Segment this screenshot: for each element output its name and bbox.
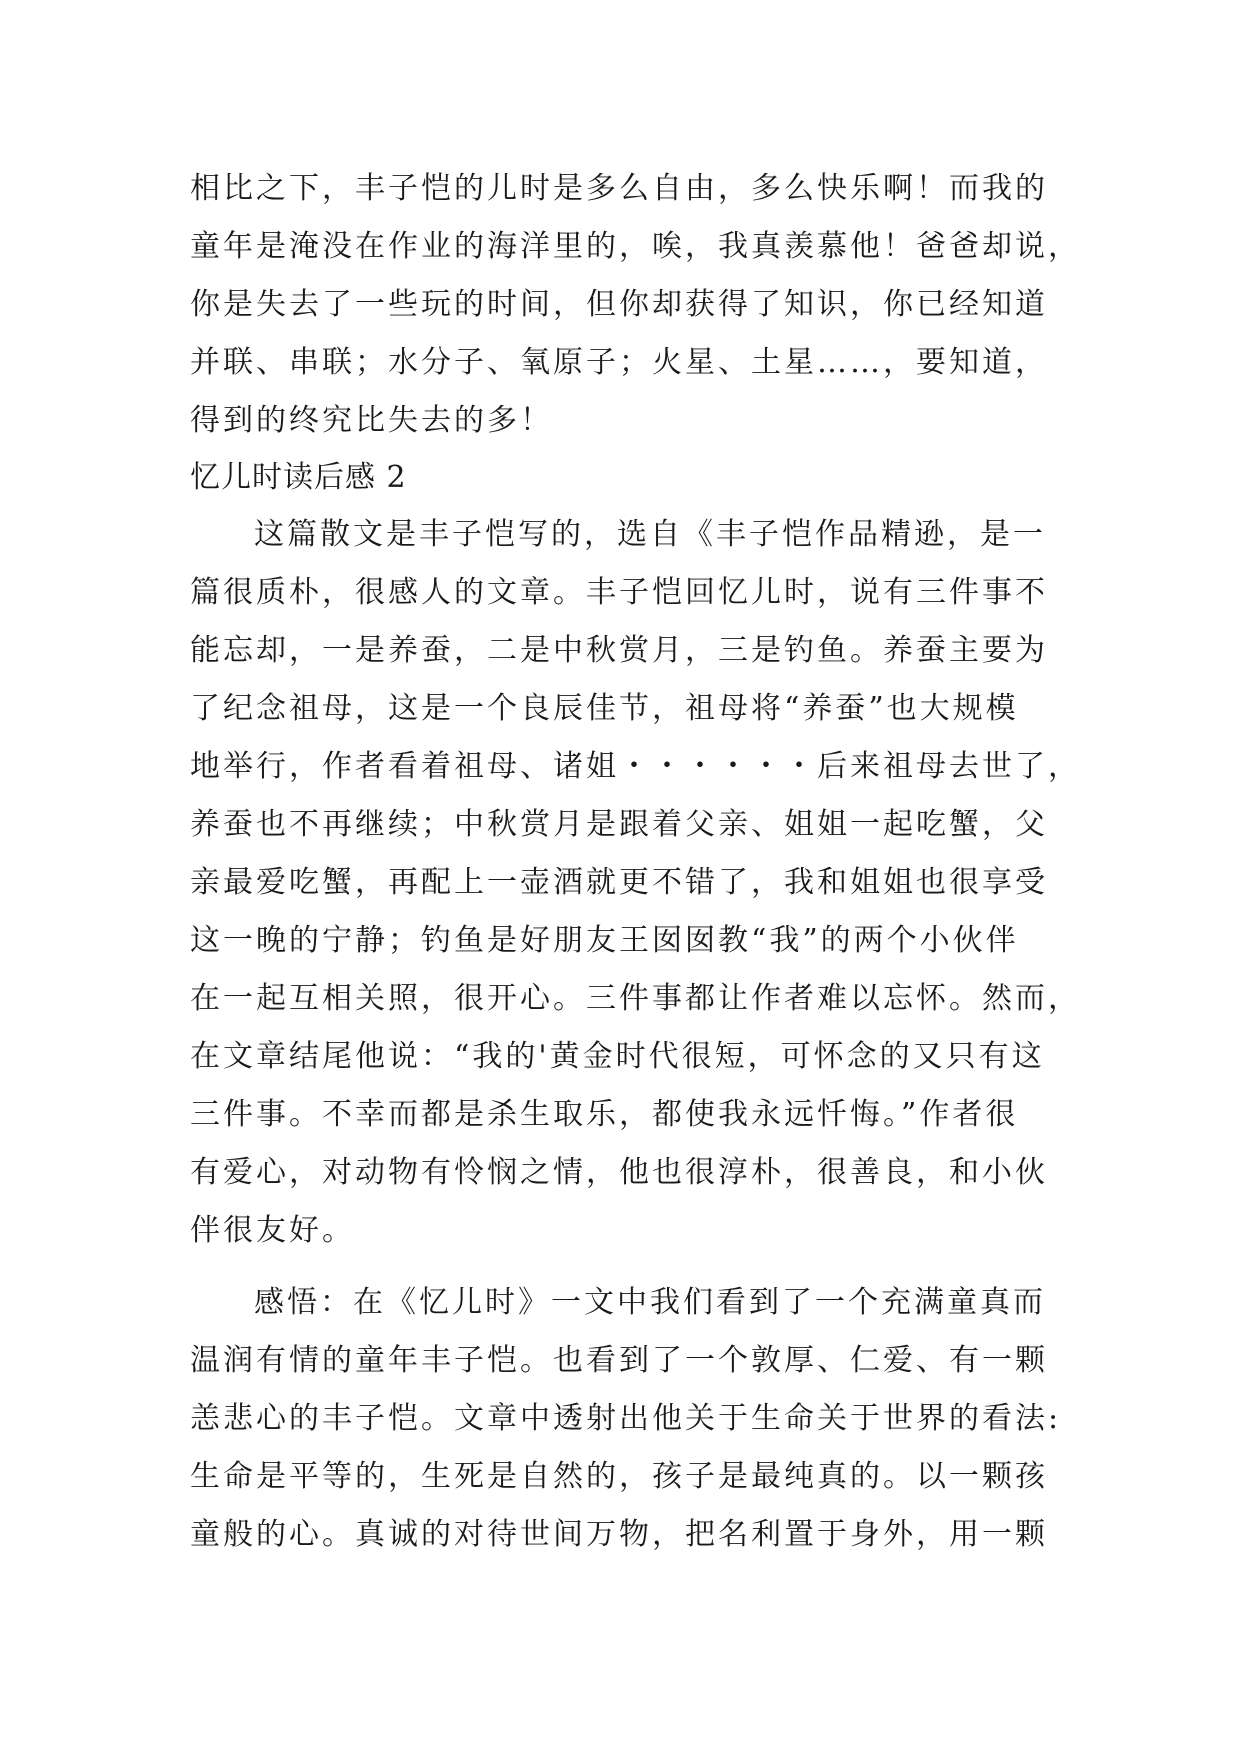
text-line: 恙悲心的丰子恺。文章中透射出他关于生命关于世界的看法: [190,1401,1062,1436]
text-line: 温润有情的童年丰子恺。也看到了一个敦厚、仁爱、有一颗 [190,1343,1048,1378]
text-line: 地举行，作者看着祖母、诸姐・・・・・・后来祖母去世了， [190,749,1081,784]
paragraph-gap [190,1260,1050,1274]
text-line: 有爱心，对动物有怜悯之情，他也很淳朴，很善良，和小伙 [190,1155,1048,1190]
text-line: 在一起互相关照，很开心。三件事都让作者难以忘怀。然而， [190,981,1081,1016]
text-line: 童年是淹没在作业的海洋里的，唉，我真羡慕他！爸爸却说， [190,229,1081,264]
text-line: 三件事。不幸而都是杀生取乐，都使我永远忏悔。”作者很 [190,1097,1019,1132]
text-line: 养蚕也不再继续；中秋赏月是跟着父亲、姐姐一起吃蟹，父 [190,807,1048,842]
text-line: 童般的心。真诚的对待世间万物，把名利置于身外，用一颗 [190,1517,1048,1552]
text-line: 在文章结尾他说：“我的'黄金时代很短，可怀念的又只有这 [190,1039,1045,1074]
text-line: 伴很友好。 [190,1213,355,1248]
text-line: 相比之下，丰子恺的儿时是多么自由，多么快乐啊！而我的 [190,171,1048,206]
paragraph-2 [190,506,1081,1260]
text-line: 篇很质朴，很感人的文章。丰子恺回忆儿时，说有三件事不 [190,575,1048,610]
section-heading: 忆儿时读后感 2 [190,460,407,495]
text-line: 并联、串联；水分子、氧原子；火星、土星……，要知道， [190,345,1048,380]
text-line: 你是失去了一些玩的时间，但你却获得了知识，你已经知道 [190,287,1048,322]
text-line: 能忘却，一是养蚕，二是中秋赏月，三是钓鱼。养蚕主要为 [190,633,1048,668]
text-line: 感悟：在《忆儿时》一文中我们看到了一个充满童真而 [254,1285,1046,1320]
paragraph-1 [190,160,1081,450]
text-line: 这一晚的宁静；钓鱼是好朋友王囡囡教“我”的两个小伙伴 [190,923,1019,958]
text-line: 了纪念祖母，这是一个良辰佳节，祖母将“养蚕”也大规模 [190,691,1019,726]
text-line: 生命是平等的，生死是自然的，孩子是最纯真的。以一颗孩 [190,1459,1048,1494]
text-line: 亲最爱吃蟹，再配上一壶酒就更不错了，我和姐姐也很享受 [190,865,1048,900]
document-body [190,160,1081,1564]
text-line: 这篇散文是丰子恺写的，选自《丰子恺作品精逊，是一 [254,517,1046,552]
paragraph-3 [190,1274,1062,1564]
text-line: 得到的终究比失去的多！ [190,403,553,438]
